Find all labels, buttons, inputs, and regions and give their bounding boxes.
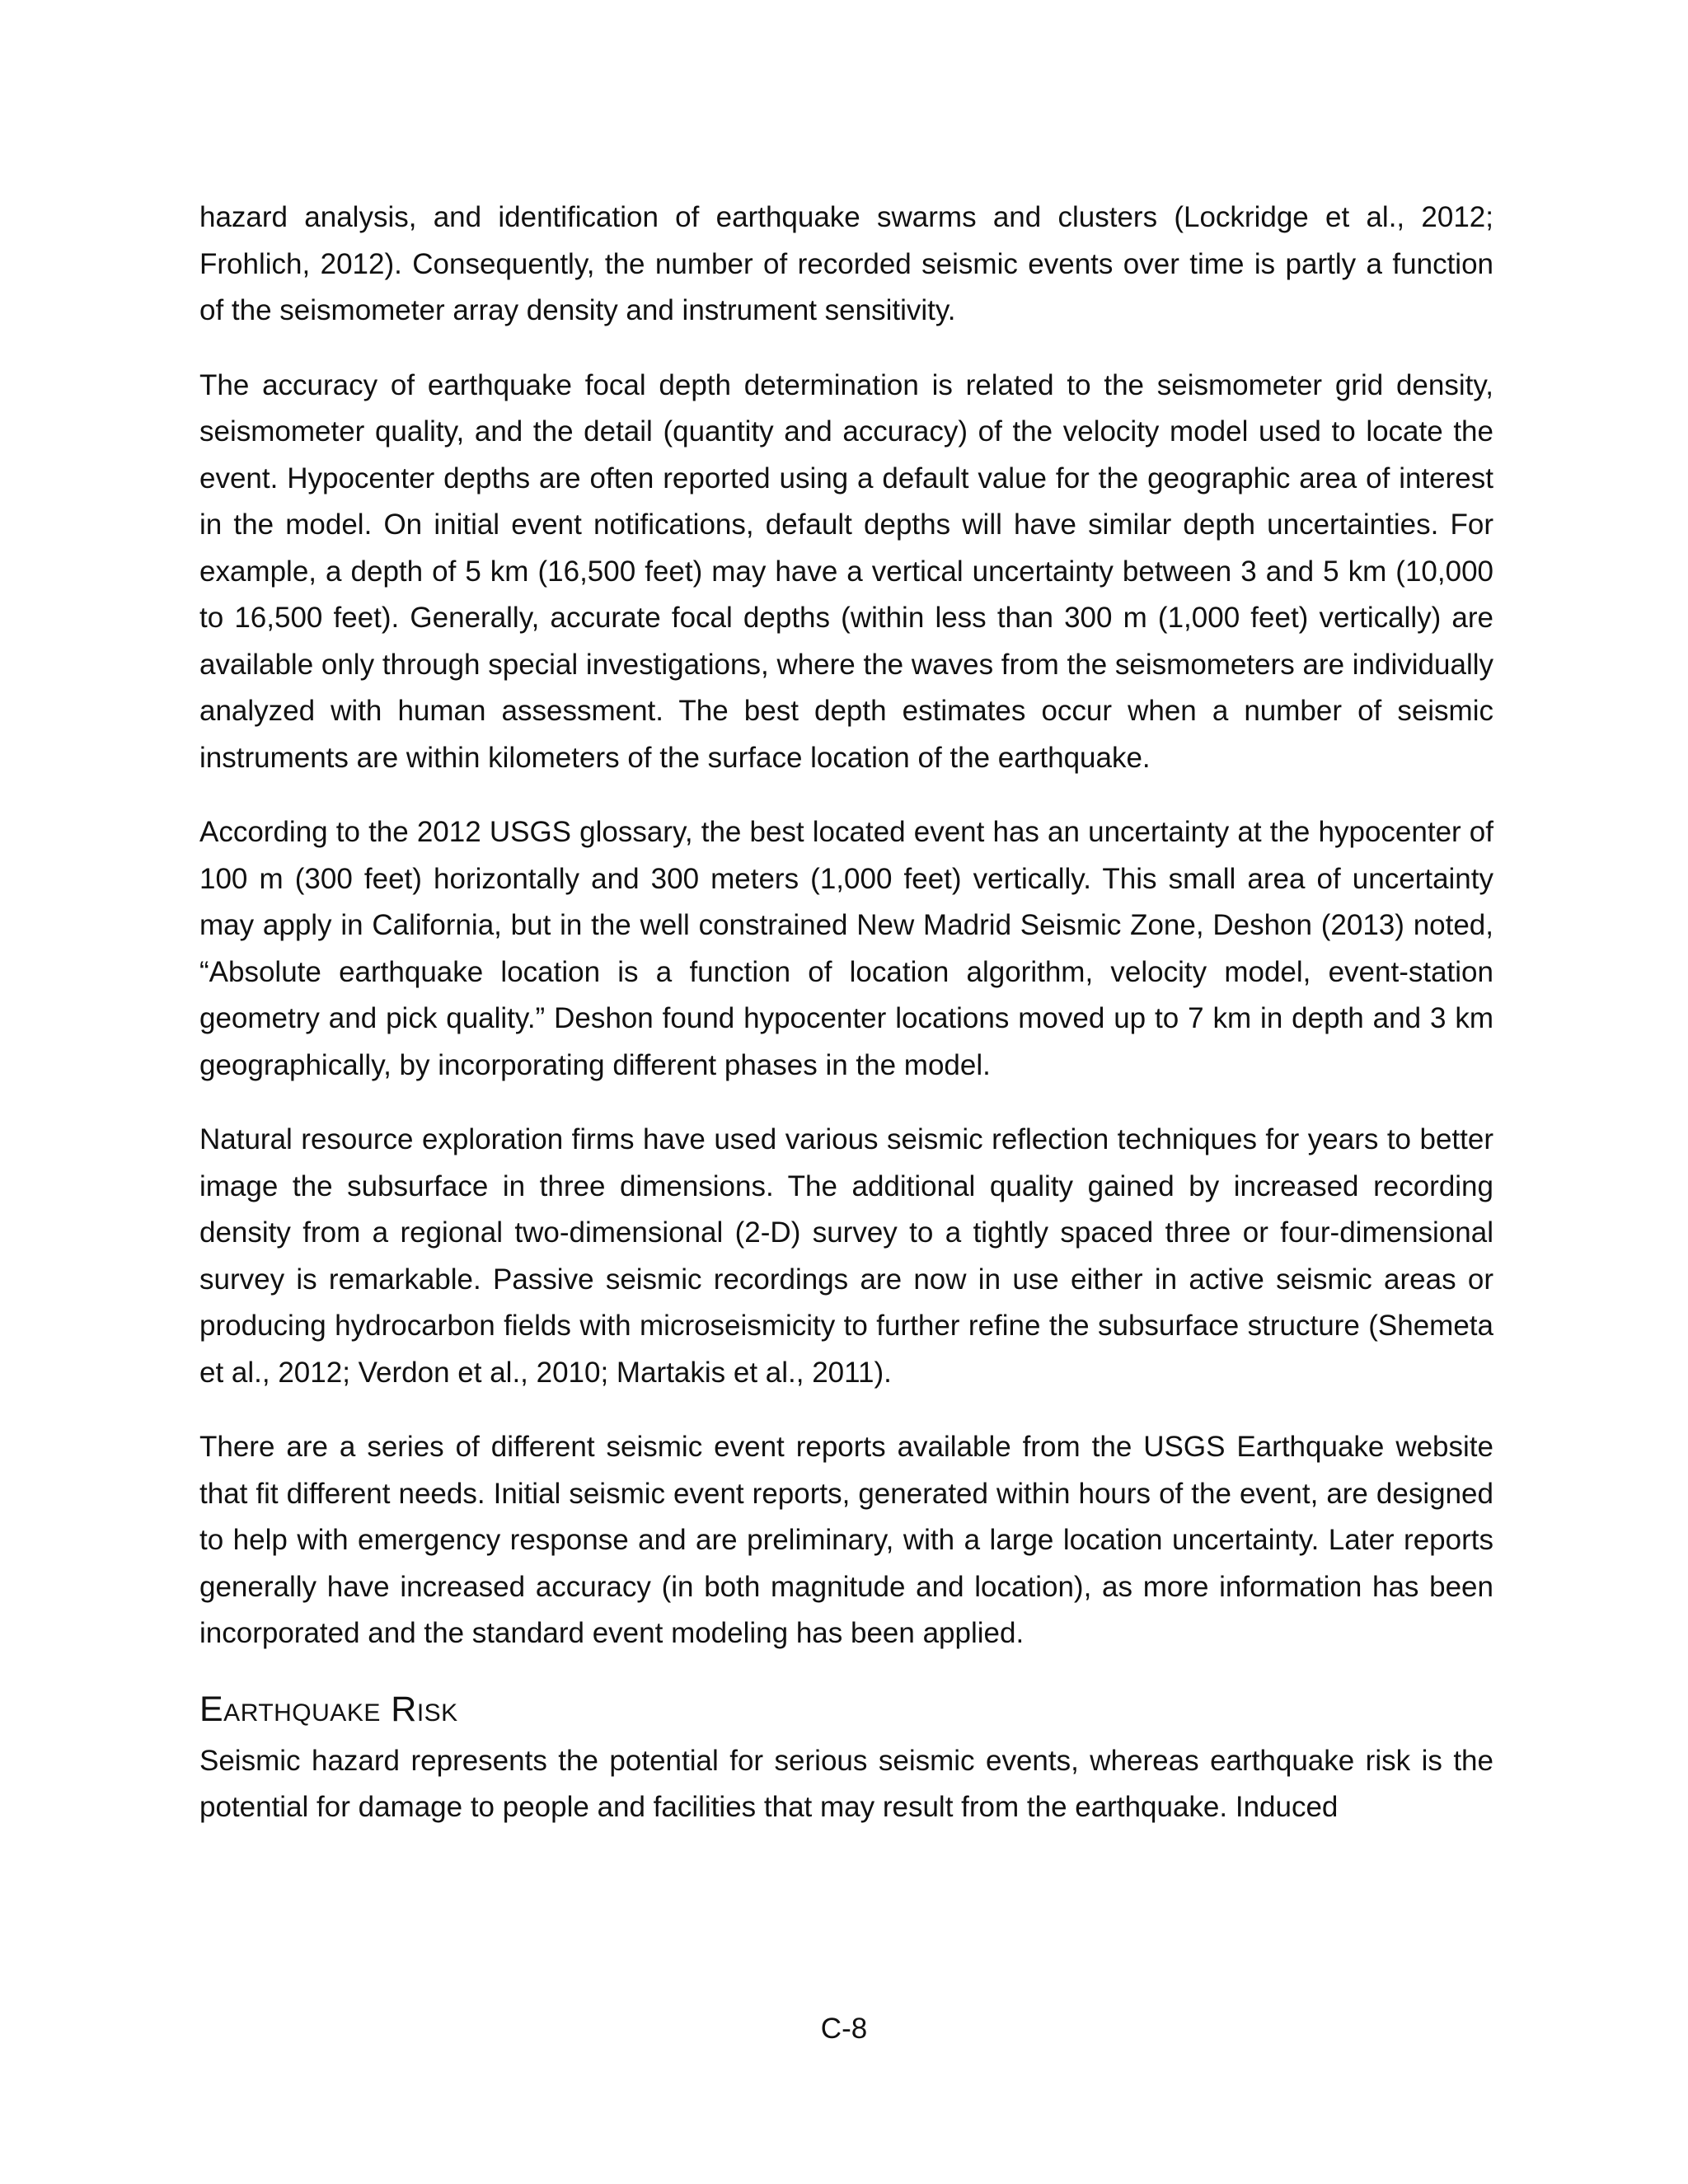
section-heading-earthquake-risk: Earthquake Risk: [199, 1689, 458, 1729]
paragraph-usgs-glossary-uncertainty: According to the 2012 USGS glossary, the best located event has an uncertainty at the hypocenter of 100 m (300 feet) horizontally and 300 meters (1,000 feet) vertically. This small area of uncertainty may apply in California, but in the well constrained New Madrid Seismic Zone, Deshon (2013) noted, “Absolute earthquake location is a function of location algorithm, velocity model, event-station geometry and pick quality.” Deshon found hypocenter locations moved up to 7 km in depth and 3 km geographically, by incorporating different phases in the model.: [199, 816, 1493, 1081]
page-number: C-8: [820, 2013, 868, 2045]
paragraph-usgs-event-reports: There are a series of different seismic event reports available from the USGS Earthquake website that fit different needs. Initial seismic event reports, generated within hours of the event, are designed to help with emergency response and are preliminary, with a large location uncertainty. Later reports generally have increased accuracy (in both magnitude and location), as more information has been incorporated and the standard event modeling has been applied.: [199, 1431, 1493, 1649]
paragraph-earthquake-risk: Seismic hazard represents the potential for serious seismic events, whereas earthquake risk is the potential for damage to people and facilities that may result from the earthquake. Induced: [199, 1744, 1493, 1823]
paragraph-seismic-reflection: Natural resource exploration firms have used various seismic reflection techniques for years to better image the subsurface in three dimensions. The additional quality gained by increased recording density from a regional two-dimensional (2-D) survey to a tightly spaced three or four-dimensional survey is remarkable. Passive seismic recordings are now in use either in active seismic areas or producing hydrocarbon fields with microseismicity to further refine the subsurface structure (Shemeta et al., 2012; Verdon et al., 2010; Martakis et al., 2011).: [199, 1123, 1493, 1389]
paragraph-detection-sensitivity: hazard analysis, and identification of earthquake swarms and clusters (Lockridge et al., 2012; Frohlich, 2012). Consequently, the number of recorded seismic events over time is partly a function of the seismometer array density and instrument sensitivity.: [199, 201, 1493, 326]
paragraph-focal-depth-accuracy: The accuracy of earthquake focal depth determination is related to the seismometer grid density, seismometer quality, and the detail (quantity and accuracy) of the velocity model used to locate the event. Hypocenter depths are often reported using a default value for the geographic area of interest in the model. On initial event notifications, default depths will have similar depth uncertainties. For example, a depth of 5 km (16,500 feet) may have a vertical uncertainty between 3 and 5 km (10,000 to 16,500 feet). Generally, accurate focal depths (within less than 300 m (1,000 feet) vertically) are available only through special investigations, where the waves from the seismometers are individually analyzed with human assessment. The best depth estimates occur when a number of seismic instruments are within kilometers of the surface location of the earthquake.: [199, 368, 1493, 774]
page-body: [199, 194, 1493, 1859]
